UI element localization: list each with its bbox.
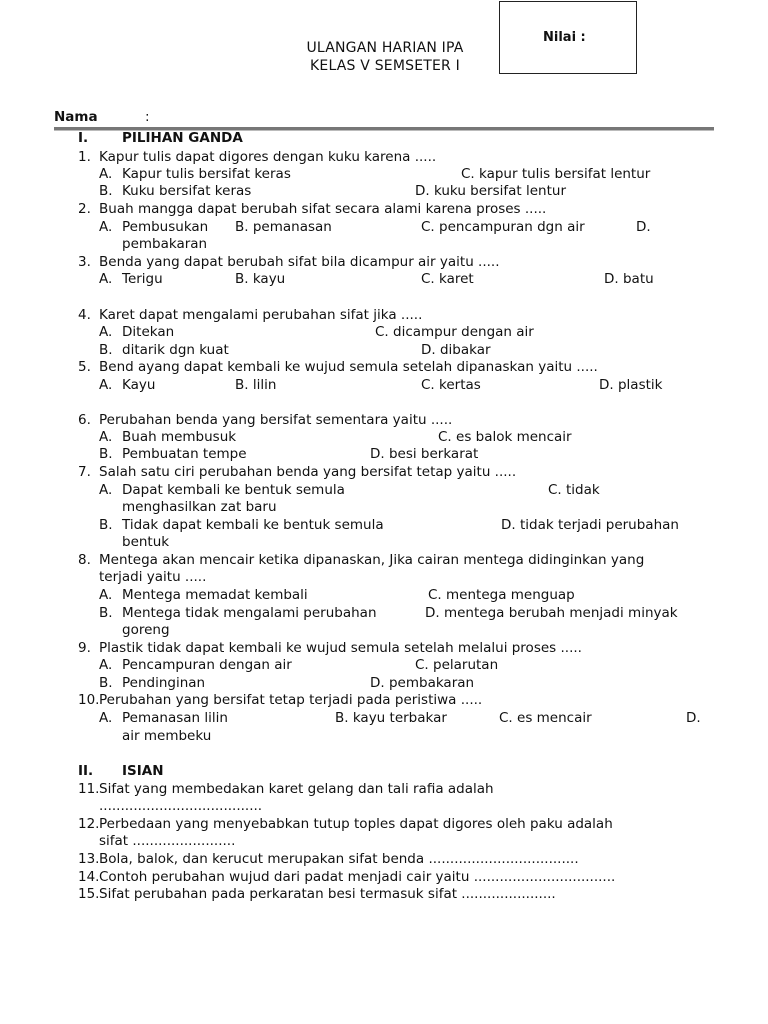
option-text: Buah membusuk: [122, 429, 237, 445]
option-text: air membeku: [122, 728, 212, 744]
option-text: C. kertas: [421, 377, 481, 393]
option-text: B. kayu: [235, 271, 286, 287]
option-text: Kapur tulis bersifat keras: [122, 166, 291, 182]
question-text: Kapur tulis dapat digores dengan kuku karena .....: [99, 149, 437, 165]
option-letter: A.: [99, 482, 113, 498]
option-letter: B.: [99, 605, 113, 621]
option-text: goreng: [122, 622, 170, 638]
exam-title: ULANGAN HARIAN IPA: [306, 40, 464, 56]
option-text: C. mentega menguap: [428, 587, 575, 603]
question-number: 5.: [78, 359, 91, 375]
option-text: Pemanasan lilin: [122, 710, 228, 726]
section-1-title: PILIHAN GANDA: [122, 130, 243, 146]
option-text: ditarik dgn kuat: [122, 342, 229, 358]
question-text: sifat ........................: [99, 833, 236, 849]
question-text: terjadi yaitu .....: [99, 569, 207, 585]
option-text: D. tidak terjadi perubahan: [501, 517, 679, 533]
question-number: 6.: [78, 412, 91, 428]
option-letter: B.: [99, 446, 113, 462]
question-text: Perbedaan yang menyebabkan tutup toples dapat digores oleh paku adalah: [99, 816, 613, 832]
option-letter: A.: [99, 657, 113, 673]
option-letter: A.: [99, 587, 113, 603]
question-number: 4.: [78, 307, 91, 323]
option-text: pembakaran: [122, 236, 208, 252]
option-text: Pencampuran dengan air: [122, 657, 292, 673]
question-number: 13.: [78, 851, 100, 867]
question-text: Karet dapat mengalami perubahan sifat jika .....: [99, 307, 423, 323]
option-text: Kayu: [122, 377, 156, 393]
option-text: Mentega memadat kembali: [122, 587, 308, 603]
option-letter: B.: [99, 183, 113, 199]
question-text: Bend ayang dapat kembali ke wujud semula setelah dipanaskan yaitu .....: [99, 359, 598, 375]
question-text: Bola, balok, dan kerucut merupakan sifat benda ...................................: [99, 851, 579, 867]
option-text: bentuk: [122, 534, 170, 550]
question-text: Sifat yang membedakan karet gelang dan tali rafia adalah: [99, 781, 494, 797]
answer-blank[interactable]: ......................................: [99, 798, 263, 814]
option-letter: B.: [99, 517, 113, 533]
option-text: D. pembakaran: [370, 675, 475, 691]
option-text: D. dibakar: [421, 342, 491, 358]
option-text: D. kuku bersifat lentur: [415, 183, 567, 199]
option-text: D. besi berkarat: [370, 446, 479, 462]
option-letter: A.: [99, 219, 113, 235]
option-text: Tidak dapat kembali ke bentuk semula: [122, 517, 384, 533]
question-number: 1.: [78, 149, 91, 165]
section-2-title: ISIAN: [122, 763, 164, 779]
question-text: Perubahan benda yang bersifat sementara yaitu .....: [99, 412, 453, 428]
option-letter: A.: [99, 429, 113, 445]
question-number: 15.: [78, 886, 100, 902]
question-number: 7.: [78, 464, 91, 480]
question-number: 12.: [78, 816, 100, 832]
option-text: Pembuatan tempe: [122, 446, 247, 462]
option-text: menghasilkan zat baru: [122, 499, 277, 515]
question-number: 9.: [78, 640, 91, 656]
option-text: C. pelarutan: [415, 657, 499, 673]
option-text: Terigu: [122, 271, 163, 287]
option-text: Mentega tidak mengalami perubahan: [122, 605, 377, 621]
option-text: C. tidak: [548, 482, 600, 498]
question-text: Perubahan yang bersifat tetap terjadi pada peristiwa .....: [99, 692, 483, 708]
question-text: Contoh perubahan wujud dari padat menjadi cair yaitu .................................: [99, 869, 616, 885]
option-text: B. lilin: [235, 377, 277, 393]
option-text: C. dicampur dengan air: [375, 324, 534, 340]
question-number: 8.: [78, 552, 91, 568]
option-text: B. kayu terbakar: [335, 710, 447, 726]
option-text: Dapat kembali ke bentuk semula: [122, 482, 345, 498]
option-text: D. plastik: [599, 377, 663, 393]
option-text: D.: [636, 219, 651, 235]
exam-class-semester: KELAS V SEMSETER I: [310, 58, 460, 74]
option-text: C. pencampuran dgn air: [421, 219, 585, 235]
option-text: Pembusukan: [122, 219, 209, 235]
option-text: C. karet: [421, 271, 474, 287]
question-text: Sifat perubahan pada perkaratan besi termasuk sifat ......................: [99, 886, 556, 902]
question-number: 2.: [78, 201, 91, 217]
question-number: 11.: [78, 781, 100, 797]
option-text: C. es balok mencair: [438, 429, 572, 445]
question-text: Plastik tidak dapat kembali ke wujud semula setelah melalui proses .....: [99, 640, 582, 656]
section-1-number: I.: [78, 130, 89, 146]
question-text: Salah satu ciri perubahan benda yang bersifat tetap yaitu .....: [99, 464, 517, 480]
name-colon: :: [145, 109, 150, 125]
question-text: Benda yang dapat berubah sifat bila dicampur air yaitu .....: [99, 254, 500, 270]
name-label: Nama: [54, 109, 98, 125]
option-text: D.: [686, 710, 701, 726]
option-text: Kuku bersifat keras: [122, 183, 252, 199]
option-text: C. kapur tulis bersifat lentur: [461, 166, 651, 182]
question-number: 14.: [78, 869, 100, 885]
question-number: 10.: [78, 692, 100, 708]
option-letter: A.: [99, 271, 113, 287]
option-text: Ditekan: [122, 324, 175, 340]
question-text: Mentega akan mencair ketika dipanaskan, Jika cairan mentega didinginkan yang: [99, 552, 645, 568]
score-label: Nilai :: [543, 30, 586, 45]
option-letter: B.: [99, 675, 113, 691]
option-letter: B.: [99, 342, 113, 358]
section-2-number: II.: [78, 763, 94, 779]
option-letter: A.: [99, 166, 113, 182]
option-letter: A.: [99, 710, 113, 726]
option-text: C. es mencair: [499, 710, 592, 726]
option-text: D. mentega berubah menjadi minyak: [425, 605, 678, 621]
option-letter: A.: [99, 377, 113, 393]
question-text: Buah mangga dapat berubah sifat secara alami karena proses .....: [99, 201, 547, 217]
option-letter: A.: [99, 324, 113, 340]
option-text: Pendinginan: [122, 675, 206, 691]
option-text: D. batu: [604, 271, 654, 287]
option-text: B. pemanasan: [235, 219, 332, 235]
question-number: 3.: [78, 254, 91, 270]
